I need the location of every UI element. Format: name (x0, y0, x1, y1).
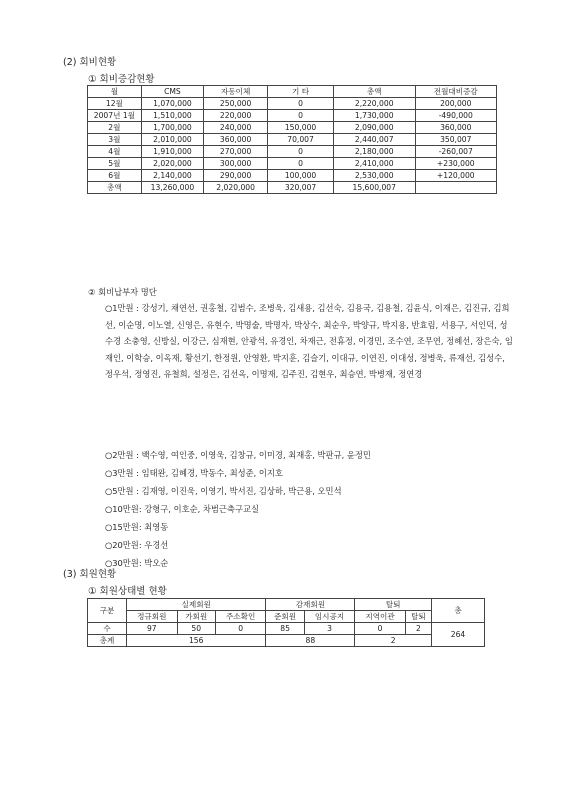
members-10k: ○1만원 : 강성기, 채연선, 권홍철, 김범수, 조병욱, 김새용, 김선숙, 김용국, 김용철, 김윤식, 이재은, 김진규, 김희선, 이순명, 이노열, 신영은, 유현수, 박명술, 박명자, 박상수, 최순우, 박양규, 박지용, 반효림, 서용구, 서인덕, 성수경 소충영, 신방실, 이강근, 심재현, 안광석, 유경인, 차재근, 전휴정, 이경민, 조수연, 조무연, 정혜선, 장은숙, 임재인, 이학승, 이옥재, 황선기, 한정원, 안영환, 박지훈, 김슬기, 이대규, 이연진, 이대성, 정병욱, 류재선, 김성수, 정우석, 정영진, 유철희, 설정은, 김선옥, 이명재, 김주진, 김현우, 최승연, 박병재, 정연경 (105, 303, 513, 379)
status-count-provisional: 50 (177, 623, 215, 635)
fee-table-row (88, 134, 497, 146)
fee-table-row (88, 158, 497, 170)
status-sub-provisional: 가회원 (177, 611, 215, 623)
section3-title: (3) 회원현황 (63, 569, 117, 580)
fee-table-row (88, 98, 497, 110)
status-sum-guard: 88 (266, 635, 355, 647)
status-count-transfer: 0 (355, 623, 406, 635)
fee-table-cell: 5월 (88, 158, 142, 170)
fee-table-cell: 12월 (88, 98, 142, 110)
fee-table-cell: 100,000 (268, 170, 334, 182)
members-100k: ○10만원: 강형구, 이호순, 차범근축구교실 (105, 504, 260, 514)
fee-table-cell: 1,700,000 (141, 122, 203, 134)
fee-table-cell: 2,090,000 (333, 122, 415, 134)
fee-table-body (88, 98, 497, 194)
fee-table-row (88, 110, 497, 122)
fee-table (87, 85, 497, 194)
fee-table-cell: 2월 (88, 122, 142, 134)
fee-table-cell: 총액 (88, 182, 142, 194)
fee-table-cell: 150,000 (268, 122, 334, 134)
status-sum-row (88, 635, 485, 647)
fee-table-cell: 200,000 (415, 98, 496, 110)
fee-table-cell: 300,000 (204, 158, 268, 170)
status-sub-temp: 임시공지 (304, 611, 355, 623)
fee-table-cell: 360,000 (415, 122, 496, 134)
fee-table-cell: 70,007 (268, 134, 334, 146)
members-title: ② 회비납부자 명단 (88, 287, 157, 297)
fee-table-cell: 250,000 (204, 98, 268, 110)
fee-table-cell: 15,600,007 (333, 182, 415, 194)
members-50k: ○5만원 : 김재영, 이진욱, 이영기, 박서진, 김상하, 박근용, 오민석 (105, 486, 342, 496)
fee-table-row (88, 122, 497, 134)
status-header-row (88, 599, 485, 611)
members-300k: ○30만원: 박오순 (105, 558, 169, 568)
member-status-subtitle: ① 회원상태별 현황 (88, 586, 167, 597)
status-header-actual: 실제회원 (127, 599, 266, 611)
status-count-row (88, 623, 485, 635)
fee-table-cell: 2,180,000 (333, 146, 415, 158)
status-sub-associate: 준회원 (266, 611, 304, 623)
members-10k-paragraph (105, 300, 515, 383)
fee-header-other: 기 타 (268, 86, 334, 98)
fee-table-cell: -260,007 (415, 146, 496, 158)
status-count-regular: 97 (127, 623, 178, 635)
fee-change-subtitle: ① 회비증감현황 (88, 74, 155, 85)
fee-table-cell: 1,070,000 (141, 98, 203, 110)
status-sub-regular: 정규회원 (127, 611, 178, 623)
fee-table-cell: 2007년 1월 (88, 110, 142, 122)
status-sum-label: 총계 (88, 635, 127, 647)
fee-table-cell: 2,220,000 (333, 98, 415, 110)
status-header-total: 총 (432, 599, 485, 623)
fee-table-cell: 1,910,000 (141, 146, 203, 158)
status-header-guard: 감재회원 (266, 599, 355, 611)
fee-table-cell: 2,530,000 (333, 170, 415, 182)
status-count-address: 0 (215, 623, 266, 635)
fee-table-cell: 2,440,007 (333, 134, 415, 146)
status-sum-actual: 156 (127, 635, 266, 647)
members-30k: ○3만원 : 임태완, 김혜경, 박동수, 최성준, 이지호 (105, 468, 283, 478)
fee-table-cell: 220,000 (204, 110, 268, 122)
fee-table-cell: 360,000 (204, 134, 268, 146)
fee-table-cell: 3월 (88, 134, 142, 146)
fee-table-cell: 0 (268, 146, 334, 158)
member-status-table (87, 598, 485, 647)
fee-table-cell: 6월 (88, 170, 142, 182)
status-sub-transfer: 지역이관 (355, 611, 406, 623)
fee-header-change: 전월대비증감 (415, 86, 496, 98)
fee-table-cell: 1,510,000 (141, 110, 203, 122)
fee-table-cell: 290,000 (204, 170, 268, 182)
fee-table-cell: 2,410,000 (333, 158, 415, 170)
section2-title: (2) 회비현황 (63, 57, 117, 68)
status-total-value: 264 (432, 623, 485, 647)
fee-table-cell (415, 182, 496, 194)
fee-table-cell: 2,020,000 (141, 158, 203, 170)
fee-table-cell: 0 (268, 158, 334, 170)
fee-table-row (88, 146, 497, 158)
fee-table-cell: 2,140,000 (141, 170, 203, 182)
fee-table-row (88, 170, 497, 182)
fee-table-cell: 2,020,000 (204, 182, 268, 194)
fee-table-cell: 350,007 (415, 134, 496, 146)
fee-table-cell: +230,000 (415, 158, 496, 170)
status-count-withdrawn: 2 (405, 623, 431, 635)
fee-header-autotransfer: 자동이체 (204, 86, 268, 98)
fee-table-cell: 4월 (88, 146, 142, 158)
fee-table-row (88, 182, 497, 194)
fee-table-cell: 0 (268, 98, 334, 110)
fee-table-cell: 2,010,000 (141, 134, 203, 146)
fee-table-cell: -490,000 (415, 110, 496, 122)
fee-header-total: 총액 (333, 86, 415, 98)
fee-table-cell: 320,007 (268, 182, 334, 194)
status-sum-withdraw: 2 (355, 635, 432, 647)
status-count-associate: 85 (266, 623, 304, 635)
fee-table-cell: 13,260,000 (141, 182, 203, 194)
fee-table-cell: 0 (268, 110, 334, 122)
status-count-label: 수 (88, 623, 127, 635)
fee-header-cms: CMS (141, 86, 203, 98)
fee-table-cell: +120,000 (415, 170, 496, 182)
fee-table-cell: 270,000 (204, 146, 268, 158)
status-header-group: 구분 (88, 599, 127, 623)
members-200k: ○20만원: 우경선 (105, 540, 169, 550)
fee-header-month: 월 (88, 86, 142, 98)
members-20k: ○2만원 : 백수영, 여인중, 이영욱, 김창규, 이미경, 최재홍, 박판규, 윤정민 (105, 450, 371, 460)
status-sub-withdrawn: 탈퇴 (405, 611, 431, 623)
status-count-temp: 3 (304, 623, 355, 635)
members-150k: ○15만원: 최영동 (105, 522, 169, 532)
status-sub-address: 주소확인 (215, 611, 266, 623)
fee-table-cell: 240,000 (204, 122, 268, 134)
status-subheader-row (88, 611, 485, 623)
fee-table-cell: 1,730,000 (333, 110, 415, 122)
status-header-withdraw: 탈퇴 (355, 599, 432, 611)
fee-table-header-row (88, 86, 497, 98)
